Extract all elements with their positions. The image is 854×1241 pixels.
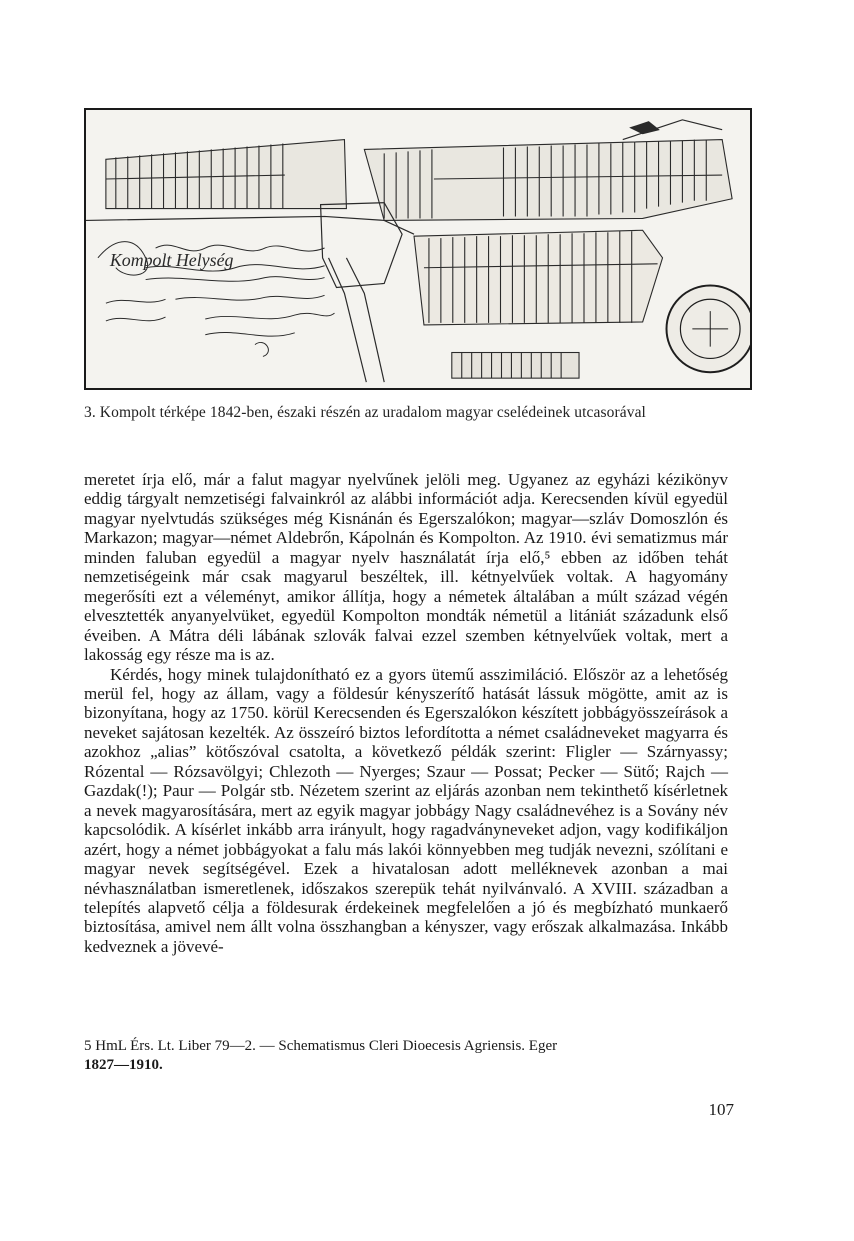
page-number: 107 <box>708 1100 734 1119</box>
body-text <box>84 470 728 956</box>
map-title: Kompolt Helység <box>109 249 234 270</box>
map-plots-north-east <box>364 140 732 221</box>
footnote <box>84 1037 728 1075</box>
footnote-years: 1827—1910. <box>84 1057 163 1073</box>
footnote-text: 5 HmL Érs. Lt. Liber 79—2. — Schematismus Cleri Dioecesis Agriensis. Eger <box>84 1038 558 1054</box>
figure-caption: 3. Kompolt térképe 1842-ben, északi részén az uradalom magyar cselédeinek utcasorával <box>84 404 646 421</box>
cadastral-map-image <box>86 110 750 388</box>
map-figure <box>84 108 752 390</box>
map-seal-stamp <box>667 285 750 372</box>
paragraph: Kérdés, hogy minek tulajdonítható ez a gyors ütemű asszimiláció. Először az a lehetőség merül fel, hogy az állam, vagy a földesúr kényszerítő hatását lássuk mögötte, amit az is bizonyítana, hogy az 1750. körül Kerecsenden és Egerszalókon készített jobbágyösszeírások a neveket sajátosan kezelték. Az összeíró biztos lefordította a német családneveket magyarra és azokhoz „alias” kötőszóval csatolta, a következő példák szerint: Fligler — Szárnyassy; Rózental — Rózsavölgyi; Chlezoth — Nyerges; Szaur — Possat; Pecker — Sütő; Rajch — Gazdak(!); Paur — Polgár stb. Nézetem szerint az eljárás azonban nem tekinthető kísérletnek a nevek magyarosítására, mert az egyik magyar jobbágy Nagy családnevéhez is a Sovány név kapcsolódik. A kísérlet inkább arra irányult, hogy ragadványneveket adjon, vagy kodifikáljon azért, hogy a német jobbágyokat a falu más lakói könnyebben meg tudják nevezni, szólítani e magyar nevek segítségével. Ezek a hivatalosan adott melléknevek azonban a mai névhasználatban ismeretlenek, időszakos szerepük tehát nyilvánvaló. A XVIII. században a telepítés alapvető célja a földesurak érdekeinek megfelelően a jó és megbízható munkaerő biztosítása, amivel nem állt volna összhangban a kényszer, vagy erőszak alkalmazása. Inkább kedveznek a jövevé- <box>84 664 728 956</box>
paragraph: meretet írja elő, már a falut magyar nyelvűnek jelöli meg. Ugyanez az egyházi kézikönyv eddig tárgyalt nemzetiségi falvainkról az alábbi információt adja. Kerecsenden kívül egyedül magyar nyelvtudás szükséges még Kisnánán és Egerszalókon; magyar—szláv Domoszlón és Markazon; magyar—német Aldebrőn, Kápolnán és Kompolton. Az 1910. évi sematizmus már minden faluban egyedül a magyar nyelv használatát írja elő,⁵ ebben az időben tehát nemzetiségeink már csak magyarul beszéltek, ill. kétnyelvűek voltak. A hagyomány megerősíti ezt a véleményt, amikor állítja, hogy a németek általában a múlt század végén elvesztették anyanyelvüket, egyedül Kompolton mondták németül a litániát századunk első éveiben. A Mátra déli lábának szlovák falvai ezzel szemben kétnyelvűek voltak, mert a lakosság egy része ma is az. <box>84 470 728 665</box>
